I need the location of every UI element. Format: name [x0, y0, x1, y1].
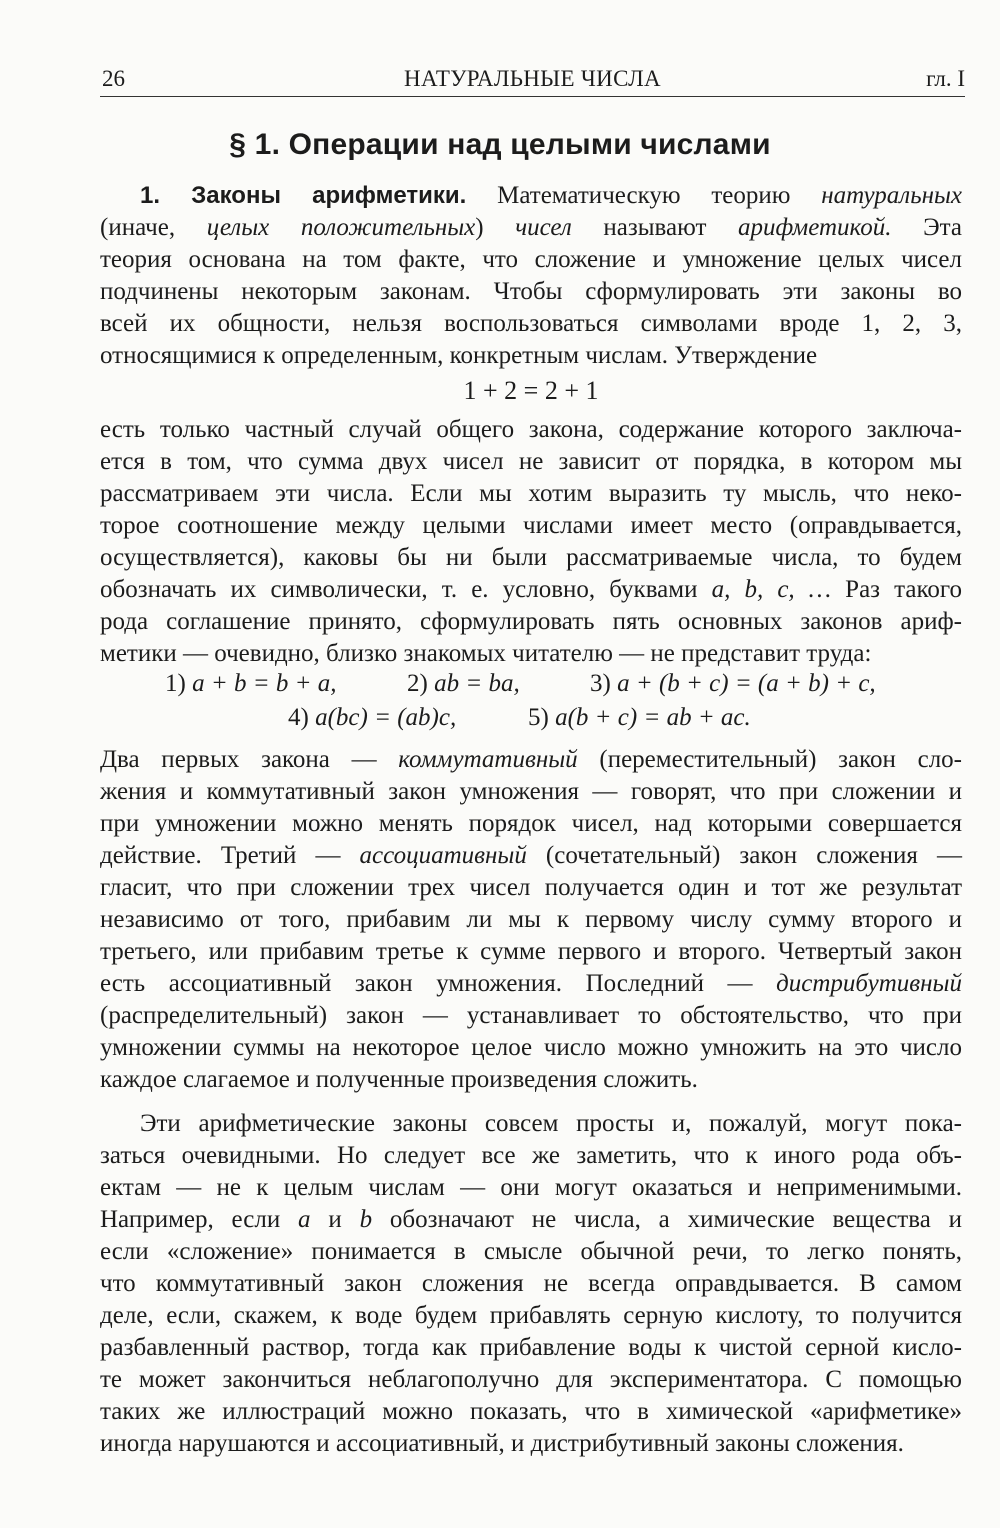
- paragraph-line: всей их общности, нельзя воспользоваться символами вроде 1, 2, 3,: [100, 310, 962, 337]
- paragraph-line: 1. Законы арифметики. Математическую теорию натуральных: [140, 182, 962, 209]
- section-title: § 1. Операции над целыми числами: [229, 128, 771, 161]
- paragraph-line: каждое слагаемое и полученные произведения сложить.: [100, 1066, 698, 1093]
- paragraph-line: теория основана на том факте, что сложение и умножение целых чисел: [100, 246, 962, 273]
- paragraph-line: (распределительный) закон — устанавливает то обстоятельство, что при: [100, 1002, 962, 1029]
- paragraph-line: рода соглашение принято, сформулировать пять основных законов ариф-: [100, 608, 962, 635]
- paragraph-line: ектам — не к целым числам — они могут оказаться и неприменимыми.: [100, 1174, 962, 1201]
- paragraph-line: заться очевидными. Но следует все же заметить, что к иного рода объ-: [100, 1142, 962, 1169]
- paragraph-line: жения и коммутативный закон умножения — говорят, что при сложении и: [100, 778, 962, 805]
- paragraph-line: относящимися к определенным, конкретным числам. Утверждение: [100, 342, 818, 369]
- formula-display: 1 + 2 = 2 + 1: [463, 376, 599, 405]
- paragraph-line: третьего, или прибавим третье к сумме первого и второго. Четвертый закон: [100, 938, 962, 965]
- paragraph-line: действие. Третий — ассоциативный (сочетательный) закон сложения —: [100, 842, 963, 869]
- paragraph-line: гласит, что при сложении трех чисел получается один и тот же результат: [100, 874, 962, 901]
- paragraph-line: независимо от того, прибавим ли мы к первому числу сумму второго и: [100, 906, 962, 933]
- paragraph-line: при умножении можно менять порядок чисел, над которыми совершается: [100, 810, 962, 837]
- paragraph-line: те может закончиться неблагополучно для экспериментатора. С помощью: [100, 1366, 962, 1393]
- chapter-label: гл. I: [926, 66, 965, 91]
- paragraph-line: разбавленный раствор, тогда как прибавление воды к чистой серной кисло-: [100, 1334, 962, 1361]
- page-number: 26: [102, 66, 125, 91]
- paragraph-line: что коммутативный закон сложения не всегда оправдывается. В самом: [100, 1270, 962, 1297]
- paragraph-line: Например, если a и b обозначают не числа, а химические вещества и: [100, 1206, 962, 1233]
- paragraph-line: торое соотношение между целыми числами имеет место (оправдывается,: [100, 512, 962, 539]
- paragraph-line: есть ассоциативный закон умножения. Последний — дистрибутивный: [100, 970, 962, 997]
- paragraph-line: Эти арифметические законы совсем просты и, пожалуй, могут пока-: [140, 1110, 962, 1137]
- subsection-heading: 1. Законы арифметики.: [140, 182, 467, 209]
- law-2: 2) ab = ba,: [407, 670, 520, 697]
- paragraph-line: таких же иллюстраций можно показать, что в химической «арифметике»: [100, 1398, 962, 1425]
- law-1: 1) a + b = b + a,: [165, 670, 337, 697]
- paragraph-line: ется в том, что сумма двух чисел не зависит от порядка, в котором мы: [100, 448, 962, 475]
- paragraph-line: обозначать их символически, т. е. условно, буквами a, b, c, … Раз такого: [100, 576, 962, 603]
- law-4: 4) a(bc) = (ab)c,: [288, 704, 457, 731]
- paragraph-line: деле, если, скажем, к воде будем прибавлять серную кислоту, то получится: [100, 1302, 962, 1329]
- paragraph-line: рассматриваем эти числа. Если мы хотим выразить ту мысль, что неко-: [100, 480, 962, 507]
- law-3: 3) a + (b + c) = (a + b) + c,: [590, 670, 876, 697]
- paragraph-line: иногда нарушаются и ассоциативный, и дистрибутивный законы сложения.: [100, 1430, 904, 1457]
- paragraph-line: Два первых закона — коммутативный (переместительный) закон сло-: [100, 746, 962, 773]
- law-5: 5) a(b + c) = ab + ac.: [528, 704, 751, 731]
- paragraph-line: метики — очевидно, близко знакомых читателю — не представит труда:: [100, 640, 872, 667]
- paragraph-line: (иначе, целых положительных) чисел называют арифметикой. Эта: [100, 214, 962, 241]
- paragraph-line: если «сложение» понимается в смысле обычной речи, то легко понять,: [100, 1238, 962, 1265]
- running-header: [100, 62, 965, 97]
- paragraph-line: умножении суммы на некоторое целое число можно умножить на это число: [100, 1034, 962, 1061]
- paragraph-line: осуществляется), каковы бы ни были рассматриваемые числа, то будем: [100, 544, 962, 571]
- running-title: НАТУРАЛЬНЫЕ ЧИСЛА: [404, 66, 661, 91]
- paragraph-line: есть только частный случай общего закона, содержание которого заключа-: [100, 416, 962, 443]
- paragraph-line: подчинены некоторым законам. Чтобы сформулировать эти законы во: [100, 278, 962, 305]
